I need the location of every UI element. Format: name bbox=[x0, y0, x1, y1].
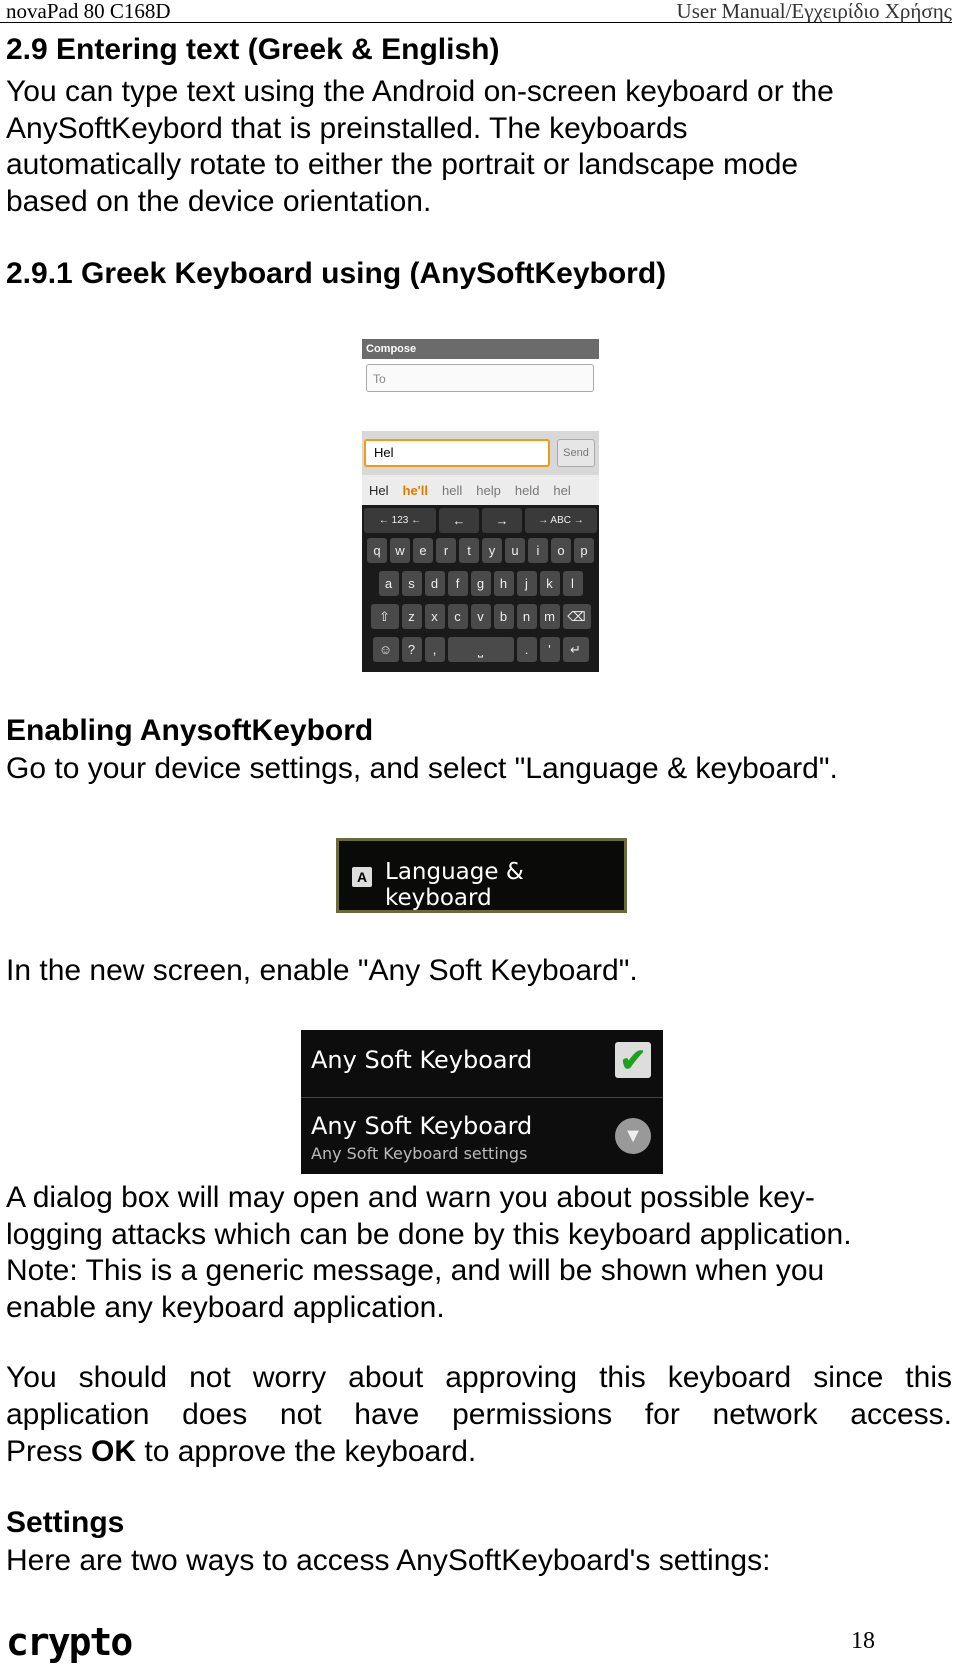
language-keyboard-label: Language & keyboard bbox=[385, 859, 524, 911]
dropdown-arrow-icon: ▼ bbox=[615, 1118, 651, 1154]
worry-line-2: application does not have permissions for network access. bbox=[6, 1398, 952, 1431]
keyboard-key: ? bbox=[402, 637, 422, 662]
intro-line-4: based on the device orientation. bbox=[6, 185, 432, 218]
keyboard-key: , bbox=[425, 637, 445, 662]
keyboard-key: k bbox=[540, 571, 560, 596]
enabling-text: Go to your device settings, and select "Language & keyboard". bbox=[6, 752, 838, 785]
keyboard-key: v bbox=[471, 604, 491, 629]
checkbox-icon: ✔ bbox=[615, 1042, 651, 1078]
keyboard-key: ' bbox=[540, 637, 560, 662]
keyboard-key: c bbox=[448, 604, 468, 629]
suggestion-item: held bbox=[514, 482, 540, 498]
key-abc: → ABC → bbox=[525, 508, 597, 533]
dialog-line-2: logging attacks which can be done by this keyboard application. bbox=[6, 1218, 852, 1251]
keyboard-screenshot bbox=[362, 339, 599, 672]
ask-row1-label: Any Soft Keyboard bbox=[311, 1046, 533, 1074]
header-manual: User Manual/Εγχειρίδιο Χρήσης bbox=[676, 0, 952, 23]
settings-heading: Settings bbox=[6, 1506, 125, 1539]
language-icon: A bbox=[352, 867, 372, 887]
crypto-logo: crypto bbox=[6, 1620, 132, 1664]
keyboard-key: r bbox=[436, 538, 456, 563]
header-device: novaPad 80 C168D bbox=[6, 0, 171, 23]
suggestion-item: hel bbox=[553, 482, 571, 498]
key-row-4 bbox=[362, 637, 599, 662]
send-button: Send bbox=[557, 439, 595, 467]
keyboard-key: e bbox=[413, 538, 433, 563]
press-pre: Press bbox=[6, 1435, 92, 1468]
keyboard-key: j bbox=[517, 571, 537, 596]
keyboard-key: u bbox=[505, 538, 525, 563]
page-header bbox=[0, 0, 952, 23]
suggestion-item: he'll bbox=[402, 482, 429, 498]
keyboard-key: ⇧ bbox=[371, 604, 399, 629]
settings-text: Here are two ways to access AnySoftKeyboard's settings: bbox=[6, 1544, 771, 1577]
intro-line-1: You can type text using the Android on-screen keyboard or the bbox=[6, 75, 834, 108]
keyboard-keys bbox=[362, 505, 599, 672]
suggestion-item: Hel bbox=[369, 482, 389, 498]
intro-line-2: AnySoftKeybord that is preinstalled. The keyboards bbox=[6, 112, 688, 145]
keyboard-key: p bbox=[574, 538, 594, 563]
keyboard-key: s bbox=[402, 571, 422, 596]
message-input: Hel bbox=[364, 439, 550, 467]
key-row-1 bbox=[362, 538, 599, 563]
language-keyboard-screenshot bbox=[336, 838, 627, 913]
keyboard-key: n bbox=[517, 604, 537, 629]
suggestion-bar bbox=[362, 475, 599, 505]
key-right-arrow: → bbox=[482, 508, 522, 533]
key-123: ← 123 ← bbox=[364, 508, 436, 533]
keyboard-key: b bbox=[494, 604, 514, 629]
keyboard-key: y bbox=[482, 538, 502, 563]
keyboard-key: g bbox=[471, 571, 491, 596]
keyboard-key: w bbox=[390, 538, 410, 563]
press-ok-bold: OK bbox=[91, 1435, 137, 1468]
press-post: to approve the keyboard. bbox=[136, 1435, 477, 1468]
subsection-title: 2.9.1 Greek Keyboard using (AnySoftKeybord) bbox=[6, 257, 667, 290]
key-row-nav bbox=[362, 508, 599, 533]
keyboard-key: q bbox=[367, 538, 387, 563]
keyboard-key: f bbox=[448, 571, 468, 596]
keyboard-key: m bbox=[540, 604, 560, 629]
keyboard-key: ☺ bbox=[373, 637, 399, 662]
keyboard-key: t bbox=[459, 538, 479, 563]
enabling-heading: Enabling AnysoftKeybord bbox=[6, 714, 374, 747]
keyboard-key: ⌫ bbox=[563, 604, 591, 629]
dialog-line-3: Note: This is a generic message, and will be shown when you bbox=[6, 1254, 825, 1287]
keyboard-key: d bbox=[425, 571, 445, 596]
key-row-2 bbox=[362, 571, 599, 596]
keyboard-key: a bbox=[379, 571, 399, 596]
worry-line-1: You should not worry about approving this keyboard since this bbox=[6, 1361, 952, 1394]
key-row-3 bbox=[362, 604, 599, 629]
dialog-line-1: A dialog box will may open and warn you about possible key- bbox=[6, 1181, 815, 1214]
keyboard-key: l bbox=[563, 571, 583, 596]
compose-title: Compose bbox=[362, 339, 599, 359]
ask-row-enable bbox=[301, 1030, 663, 1098]
section-title: 2.9 Entering text (Greek & English) bbox=[6, 33, 500, 66]
ask-row2-sublabel: Any Soft Keyboard settings bbox=[311, 1144, 528, 1163]
ask-row2-label: Any Soft Keyboard bbox=[311, 1112, 533, 1140]
new-screen-text: In the new screen, enable "Any Soft Keyboard". bbox=[6, 954, 638, 987]
page-number: 18 bbox=[851, 1628, 875, 1654]
keyboard-key: z bbox=[402, 604, 422, 629]
message-bar bbox=[362, 431, 599, 475]
keyboard-key: x bbox=[425, 604, 445, 629]
to-field: To bbox=[366, 364, 594, 392]
keyboard-key: i bbox=[528, 538, 548, 563]
suggestion-item: hell bbox=[442, 482, 463, 498]
press-ok-line bbox=[6, 1432, 476, 1471]
keyboard-key: o bbox=[551, 538, 571, 563]
key-left-arrow: ← bbox=[439, 508, 479, 533]
intro-line-3: automatically rotate to either the portrait or landscape mode bbox=[6, 148, 799, 181]
keyboard-key: ⎵ bbox=[448, 637, 514, 662]
suggestion-item: help bbox=[476, 482, 501, 498]
dialog-line-4: enable any keyboard application. bbox=[6, 1291, 445, 1324]
keyboard-key: h bbox=[494, 571, 514, 596]
keyboard-key: ↵ bbox=[563, 637, 589, 662]
keyboard-key: . bbox=[517, 637, 537, 662]
any-soft-keyboard-screenshot bbox=[301, 1030, 663, 1174]
